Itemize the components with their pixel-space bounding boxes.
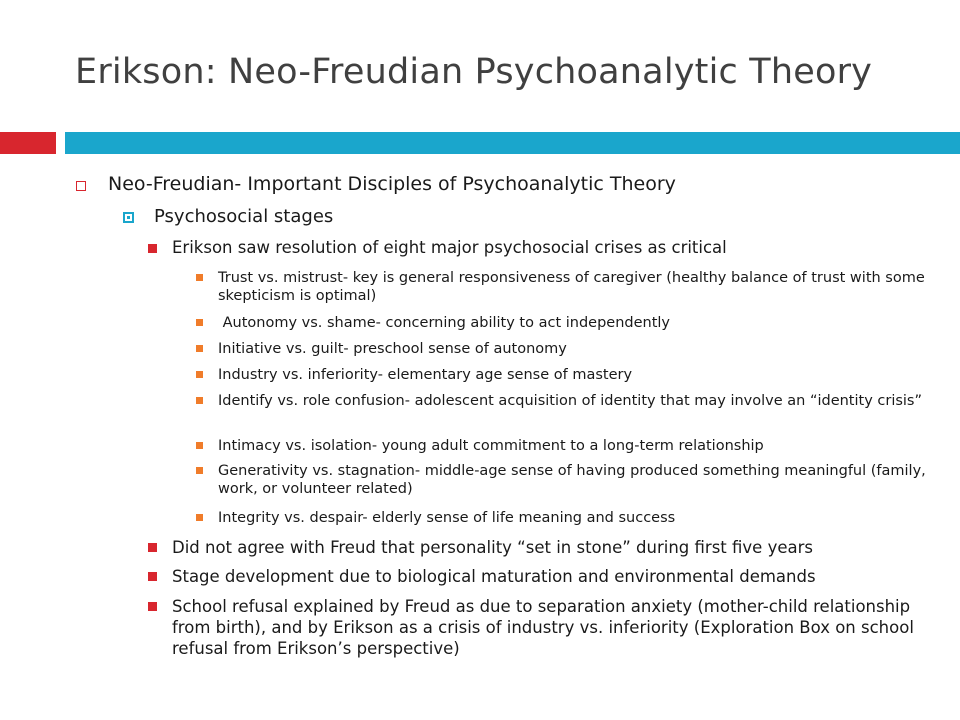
stage-item: [196, 462, 936, 498]
bullet-level1: [76, 173, 676, 195]
stage-text: Industry vs. inferiority- elementary age sense of mastery: [218, 367, 633, 383]
square-bullet-icon: [196, 514, 203, 521]
stage-item: [196, 392, 936, 410]
stage-text: Identify vs. role confusion- adolescent acquisition of identity that may involve an “identity crisis”: [218, 393, 923, 409]
hollow-square-bullet-icon: [76, 181, 86, 191]
square-bullet-icon: [196, 371, 203, 378]
bullet-level3: [148, 238, 928, 257]
square-bullet-icon: [196, 319, 203, 326]
bullet-level2: [123, 206, 333, 227]
square-bullet-icon: [148, 602, 157, 611]
stage-item: [196, 340, 936, 358]
bullet-level3: [148, 596, 928, 659]
title-divider-red: [0, 132, 56, 154]
stage-text: Integrity vs. despair- elderly sense of life meaning and success: [218, 510, 676, 526]
square-bullet-icon: [196, 345, 203, 352]
stage-text: Autonomy vs. shame- concerning ability to act independently: [218, 315, 671, 331]
bullet-text: School refusal explained by Freud as due to separation anxiety (mother-child relationship from birth), and by Erikson as a crisis of industry vs. inferiority (Exploration Box on school refusal from Erikson’s perspective): [172, 597, 914, 658]
square-bullet-icon: [148, 572, 157, 581]
title-divider-blue: [65, 132, 960, 154]
stage-item: [196, 509, 936, 527]
bullet-level3: [148, 566, 928, 587]
square-bullet-icon: [148, 543, 157, 552]
square-bullet-icon: [196, 397, 203, 404]
square-bullet-icon: [148, 244, 157, 253]
slide-title: Erikson: Neo-Freudian Psychoanalytic Theory: [75, 52, 873, 92]
bullet-text: Did not agree with Freud that personality “set in stone” during first five years: [172, 538, 813, 557]
stage-text: Initiative vs. guilt- preschool sense of autonomy: [218, 341, 567, 357]
stage-item: [196, 314, 936, 332]
stage-item: [196, 269, 936, 305]
bullet-text: Stage development due to biological maturation and environmental demands: [172, 567, 816, 586]
bullet-text: Psychosocial stages: [154, 206, 334, 227]
stage-text: Generativity vs. stagnation- middle-age sense of having produced something meaningful (family, work, or volunteer related): [218, 463, 926, 497]
square-bullet-icon: [196, 467, 203, 474]
bullet-level3: [148, 537, 928, 558]
framed-square-bullet-icon: [123, 212, 134, 223]
stage-item: [196, 437, 936, 455]
stage-item: [196, 366, 936, 384]
bullet-text: Neo-Freudian- Important Disciples of Psychoanalytic Theory: [108, 173, 676, 195]
square-bullet-icon: [196, 274, 203, 281]
stage-text: Intimacy vs. isolation- young adult commitment to a long-term relationship: [218, 438, 764, 454]
square-bullet-icon: [196, 442, 203, 449]
bullet-text: Erikson saw resolution of eight major psychosocial crises as critical: [172, 238, 727, 257]
stage-text: Trust vs. mistrust- key is general responsiveness of caregiver (healthy balance of trust with some skepticism is optimal): [218, 270, 925, 304]
